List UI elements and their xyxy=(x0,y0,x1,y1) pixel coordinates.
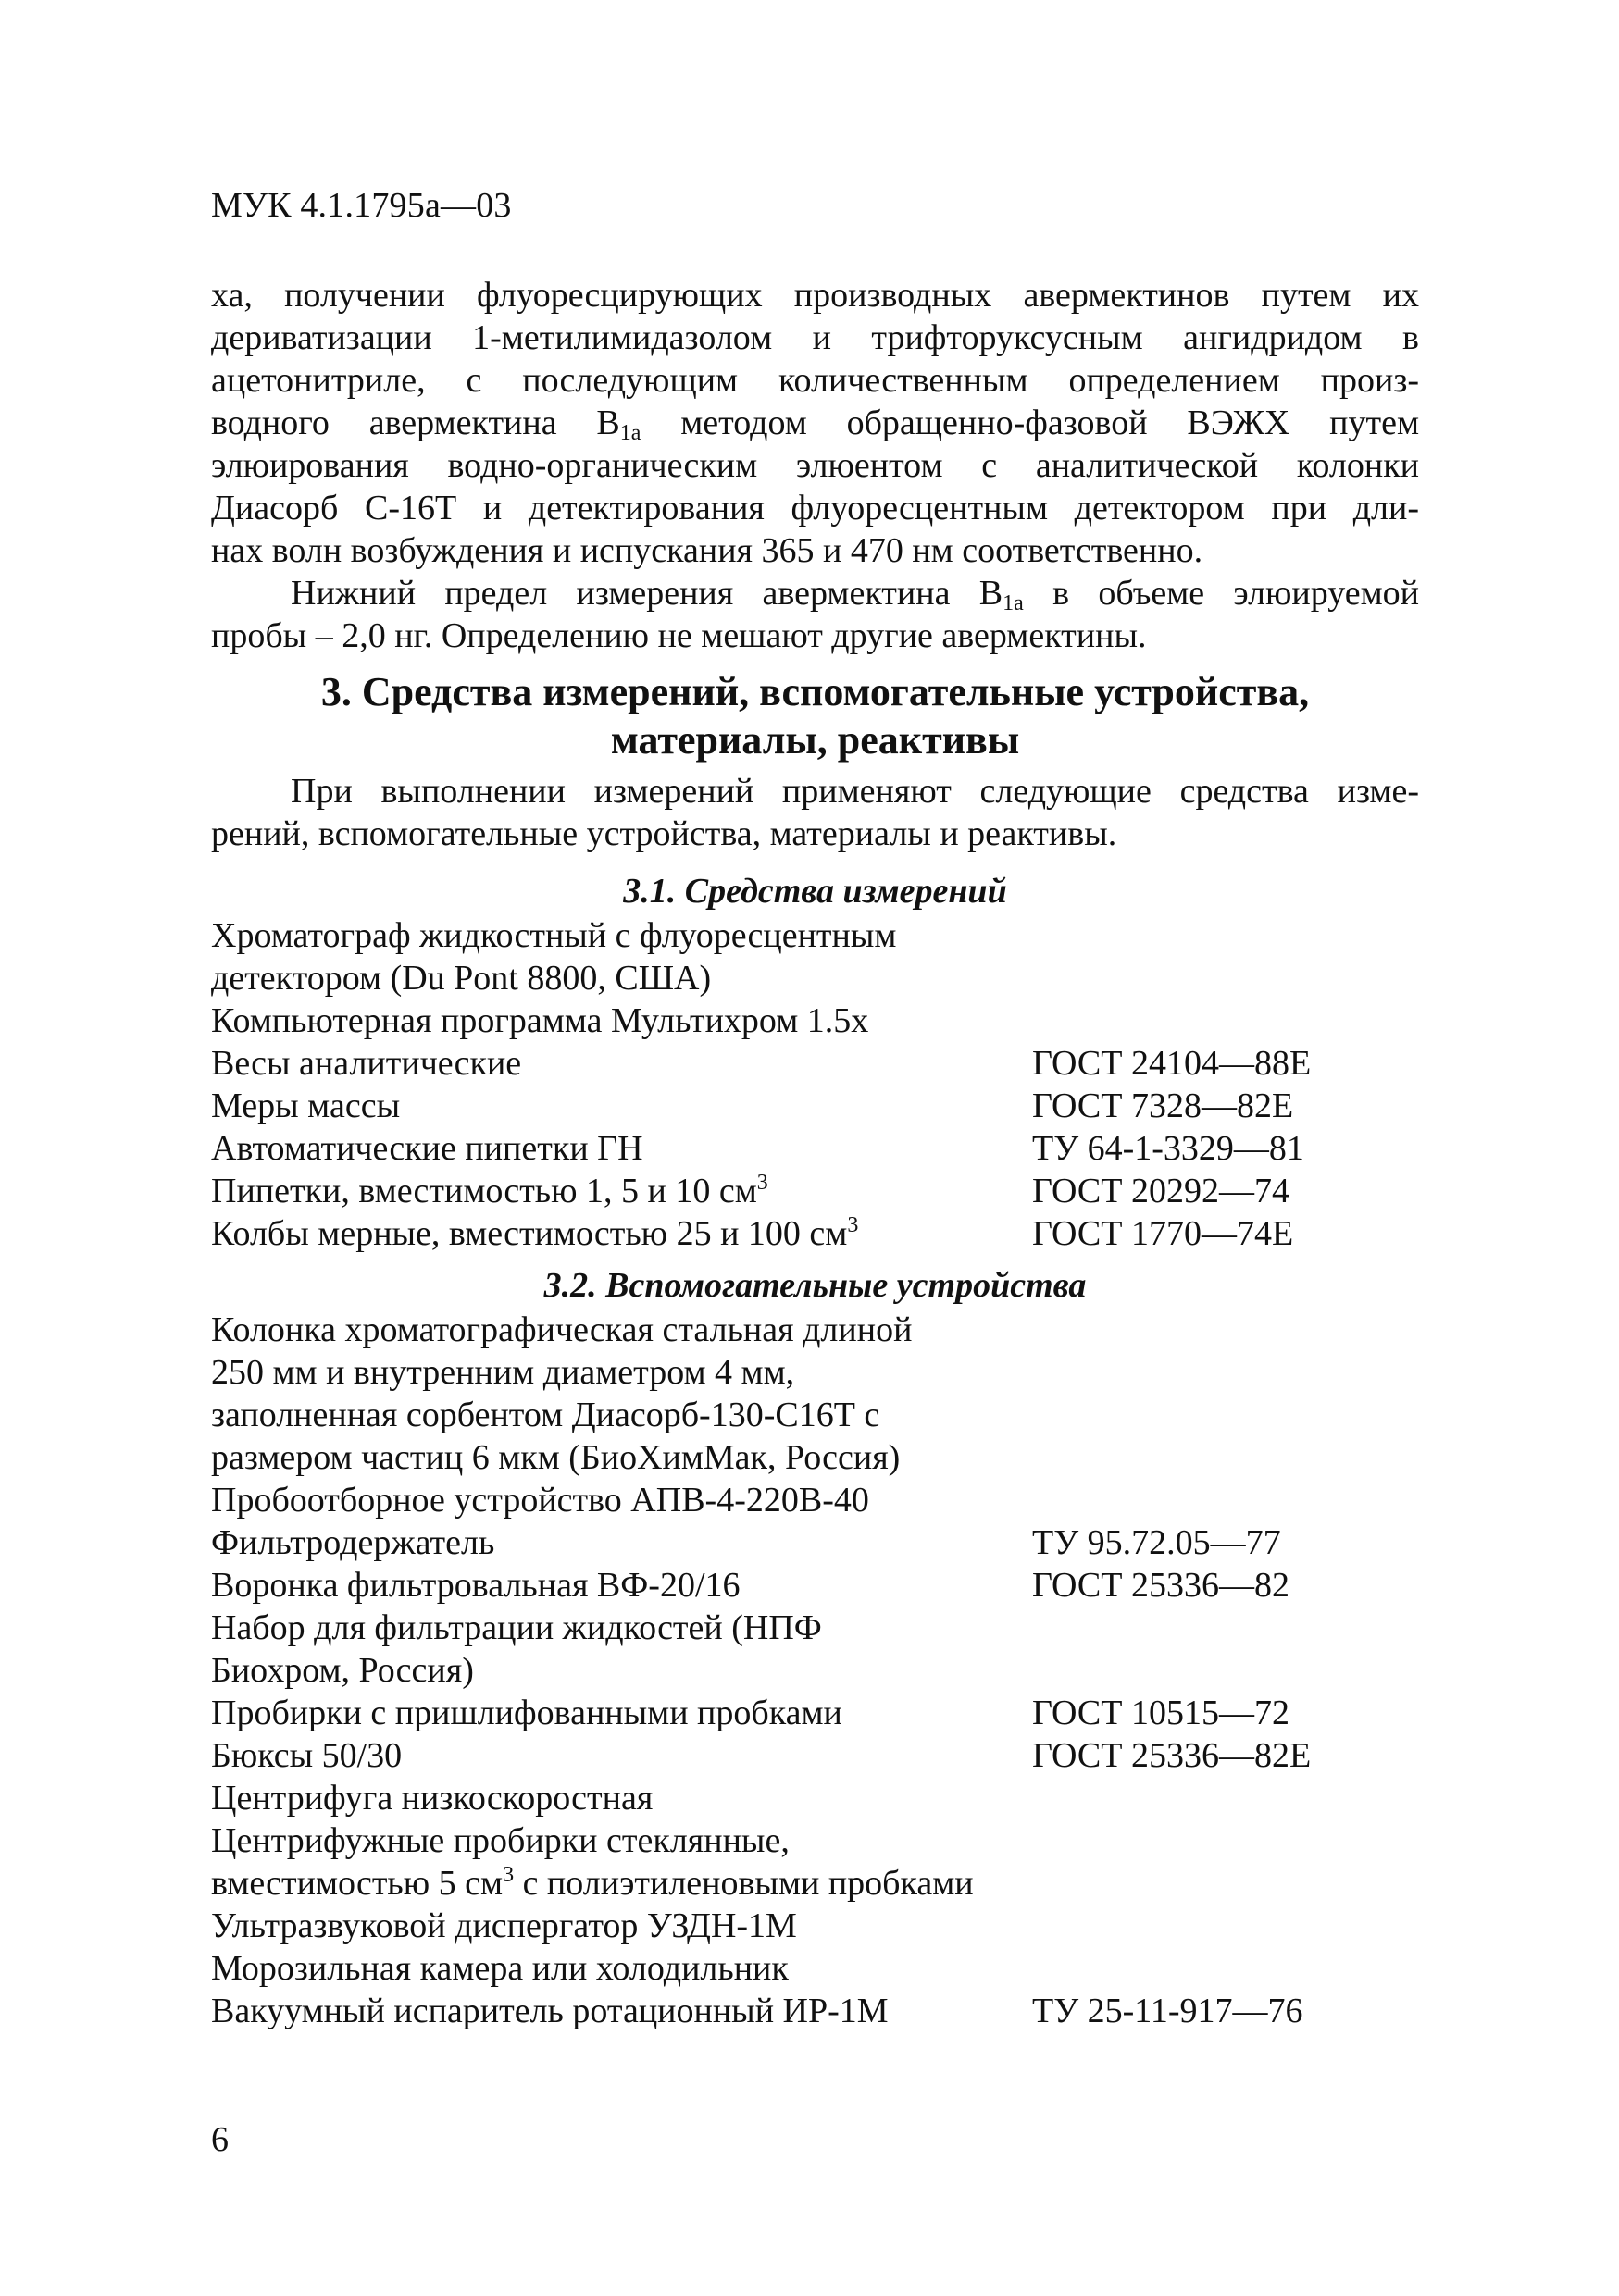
list-item xyxy=(211,1734,1419,1777)
item-name: Пипетки, вместимостью 1, 5 и 10 $см^3$ xyxy=(211,1171,768,1210)
item-name: детектором (Du Pont 8800, США) xyxy=(211,959,712,998)
list-item xyxy=(211,1042,1419,1085)
subsection-title-3-2: 3.2. Вспомогательные устройства xyxy=(543,1266,1087,1305)
item-name: Хроматограф жидкостный с флуоресцентным xyxy=(211,916,897,955)
item-standard: ТУ 64-1-3329—81 xyxy=(1032,1129,1304,1168)
list-item xyxy=(211,1692,1419,1734)
item-name: заполненная сорбентом Диасорб-130-С16Т с xyxy=(211,1396,880,1434)
text-line: При выполнении измерений применяют следующие средства изме- xyxy=(291,772,1419,811)
text-line: Нижний предел измерения авермектина $B_{1a}$ в объеме элюируемой xyxy=(291,574,1419,615)
item-name: Морозильная камера или холодильник xyxy=(211,1949,789,1988)
item-standard: ГОСТ 20292—74 xyxy=(1032,1172,1289,1210)
text-line: пробы – 2,0 нг. Определению не мешают другие авермектины. xyxy=(211,616,1147,655)
item-standard: ТУ 95.72.05—77 xyxy=(1032,1523,1281,1562)
item-standard: ТУ 25-11-917—76 xyxy=(1032,1992,1303,2030)
text-line: водного авермектина $B_{1a}$ методом обращенно-фазовой ВЭЖХ путем xyxy=(211,403,1419,445)
item-name: Компьютерная программа Мультихром 1.5х xyxy=(211,1001,869,1040)
document-header: МУК 4.1.1795а—03 xyxy=(211,186,512,225)
list-item xyxy=(211,1436,1419,1479)
item-name: размером частиц 6 мкм (БиоХимМак, Россия) xyxy=(211,1438,901,1477)
subscript: 1a xyxy=(619,421,641,445)
intro-paragraph-2 xyxy=(211,572,1419,657)
item-standard: ГОСТ 24104—88Е xyxy=(1032,1044,1312,1083)
list-item xyxy=(211,914,1419,957)
superscript: 3 xyxy=(847,1213,859,1237)
section-intro xyxy=(211,770,1419,855)
page-number: 6 xyxy=(211,2120,229,2159)
list-item xyxy=(211,1212,1419,1255)
item-name: Ультразвуковой диспергатор УЗДН-1М xyxy=(211,1906,797,1945)
text-line: Диасорб С-16Т и детектирования флуоресцентным детектором при дли- xyxy=(211,489,1419,527)
item-standard: ГОСТ 25336—82 xyxy=(1032,1566,1289,1605)
list-item xyxy=(211,1990,1419,2032)
item-name: Весы аналитические xyxy=(211,1044,522,1083)
list-item xyxy=(211,1947,1419,1990)
list-item xyxy=(211,1607,1419,1649)
auxiliary-devices-list xyxy=(211,1309,1419,2032)
item-standard: ГОСТ 7328—82Е xyxy=(1032,1086,1294,1125)
item-name: Центрифужные пробирки стеклянные, xyxy=(211,1821,790,1860)
instruments-list xyxy=(211,914,1419,1255)
item-name: Фильтродержатель xyxy=(211,1523,495,1562)
item-standard: ГОСТ 25336—82Е xyxy=(1032,1736,1312,1775)
text-line: ацетонитриле, с последующим количественным определением произ- xyxy=(211,361,1419,400)
item-name: вместимостью 5 $см^3$ с полиэтиленовыми пробками xyxy=(211,1863,974,1903)
item-name: Автоматические пипетки ГН xyxy=(211,1129,643,1168)
list-item xyxy=(211,1564,1419,1607)
item-standard: ГОСТ 10515—72 xyxy=(1032,1694,1289,1732)
item-name: Меры массы xyxy=(211,1086,401,1125)
list-item xyxy=(211,1085,1419,1127)
list-item xyxy=(211,1351,1419,1394)
list-item xyxy=(211,1862,1419,1905)
list-item xyxy=(211,1394,1419,1436)
list-item xyxy=(211,1649,1419,1692)
item-name: Пробоотборное устройство АПВ-4-220В-40 xyxy=(211,1481,869,1520)
list-item xyxy=(211,1777,1419,1819)
item-name: Набор для фильтрации жидкостей (НПФ xyxy=(211,1608,822,1647)
intro-text xyxy=(211,274,1419,657)
item-name: Биохром, Россия) xyxy=(211,1651,474,1690)
item-name: Колбы мерные, вместимостью 25 и 100 $см^3$ xyxy=(211,1213,859,1253)
subsection-title-3-1: 3.1. Средства измерений xyxy=(623,872,1007,911)
text-line: элюирования водно-органическим элюентом с аналитической колонки xyxy=(211,446,1419,485)
item-name: Пробирки с пришлифованными пробками xyxy=(211,1694,842,1732)
item-name: Бюксы 50/30 xyxy=(211,1736,403,1775)
list-item xyxy=(211,1170,1419,1212)
list-item xyxy=(211,1309,1419,1351)
text-line: рений, вспомогательные устройства, материалы и реактивы. xyxy=(211,814,1117,853)
item-name: Центрифуга низкоскоростная xyxy=(211,1779,654,1818)
item-name: 250 мм и внутренним диаметром 4 мм, xyxy=(211,1353,795,1392)
item-name: Колонка хроматографическая стальная длиной xyxy=(211,1310,913,1349)
list-item xyxy=(211,957,1419,999)
superscript: 3 xyxy=(756,1171,768,1195)
item-name: Воронка фильтровальная ВФ-20/16 xyxy=(211,1566,741,1605)
item-standard: ГОСТ 1770—74Е xyxy=(1032,1214,1294,1253)
list-item xyxy=(211,1127,1419,1170)
list-item xyxy=(211,1819,1419,1862)
subscript: 1a xyxy=(1003,591,1024,615)
superscript: 3 xyxy=(503,1863,515,1887)
text-line: ха, получении флуоресцирующих производных авермектинов путем их xyxy=(211,276,1419,315)
text-line: нах волн возбуждения и испускания 365 и 470 нм соответственно. xyxy=(211,531,1203,570)
intro-paragraph-1 xyxy=(211,274,1419,572)
section-title: 3. Средства измерений, вспомогательные устройства, материалы, реактивы xyxy=(320,669,1310,763)
list-item xyxy=(211,999,1419,1042)
list-item xyxy=(211,1905,1419,1947)
text-line: дериватизации 1-метилимидазолом и трифторуксусным ангидридом в xyxy=(211,318,1419,357)
list-item xyxy=(211,1521,1419,1564)
list-item xyxy=(211,1479,1419,1521)
item-name: Вакуумный испаритель ротационный ИР-1М xyxy=(211,1992,889,2030)
